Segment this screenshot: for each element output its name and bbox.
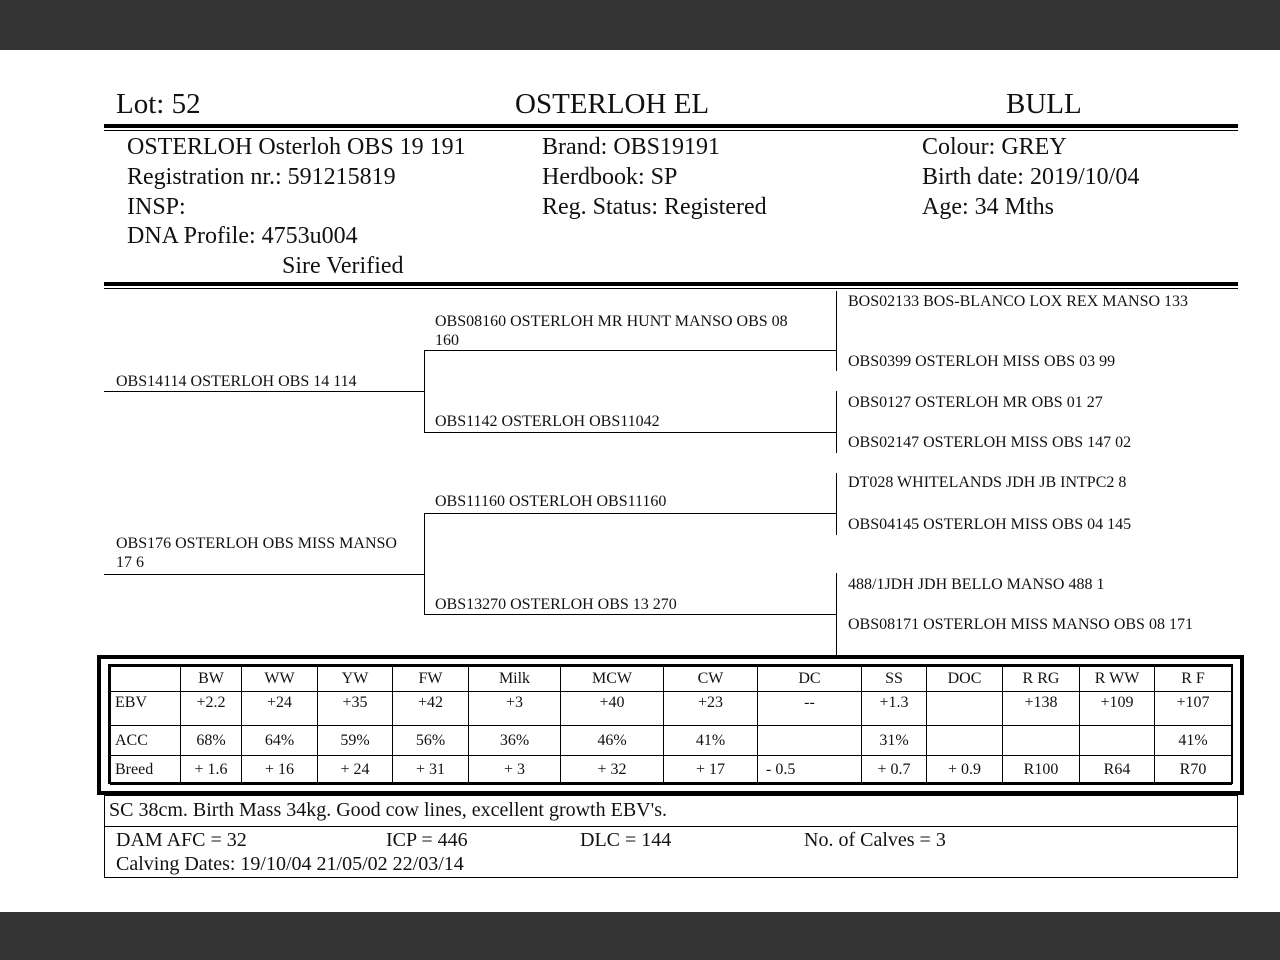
ebv-cell: 68% bbox=[181, 726, 242, 756]
ebv-cell: - 0.5 bbox=[758, 756, 862, 785]
dam-stats-box bbox=[104, 826, 1238, 878]
dna-profile: DNA Profile: 4753u004 bbox=[127, 223, 358, 249]
ebv-cell bbox=[1003, 726, 1080, 756]
ebv-cell: +23 bbox=[664, 692, 758, 726]
pedigree-line bbox=[836, 391, 837, 453]
animal-name: OSTERLOH EL bbox=[515, 88, 710, 120]
dam-dlc: DLC = 144 bbox=[580, 829, 672, 851]
ebv-cell: + 1.6 bbox=[181, 756, 242, 785]
ebv-row-label: ACC bbox=[111, 726, 181, 756]
ebv-cell: +109 bbox=[1080, 692, 1155, 726]
birth-date: Birth date: 2019/10/04 bbox=[922, 164, 1140, 190]
ebv-cell: + 3 bbox=[469, 756, 561, 785]
ebv-header-cell: MCW bbox=[561, 667, 664, 692]
pedigree-line bbox=[424, 350, 425, 432]
ebv-row-label: Breed bbox=[111, 756, 181, 785]
info-rule-thick bbox=[104, 282, 1238, 286]
herdbook: Herdbook: SP bbox=[542, 164, 678, 190]
ebv-cell: R100 bbox=[1003, 756, 1080, 785]
ebv-row-acc bbox=[111, 726, 1232, 756]
ebv-cell bbox=[927, 692, 1003, 726]
pedigree-ggp-1: BOS02133 BOS-BLANCO LOX REX MANSO 133 bbox=[848, 293, 1189, 310]
lot-number: Lot: 52 bbox=[116, 88, 201, 120]
pedigree-ggp-5: DT028 WHITELANDS JDH JB INTPC2 8 bbox=[848, 474, 1127, 491]
ebv-row-label: EBV bbox=[111, 692, 181, 726]
ebv-header-cell: R RG bbox=[1003, 667, 1080, 692]
ebv-row-breed bbox=[111, 756, 1232, 785]
ebv-cell: + 31 bbox=[393, 756, 469, 785]
ebv-cell: + 0.9 bbox=[927, 756, 1003, 785]
ebv-header-cell: SS bbox=[862, 667, 927, 692]
pedigree-dam-dam: OBS13270 OSTERLOH OBS 13 270 bbox=[435, 596, 677, 613]
ebv-cell: R64 bbox=[1080, 756, 1155, 785]
pedigree-line bbox=[424, 614, 836, 615]
title-rule-thick bbox=[104, 124, 1238, 128]
ebv-header-cell: R F bbox=[1155, 667, 1232, 692]
ebv-header-cell: BW bbox=[181, 667, 242, 692]
ebv-header-cell: DOC bbox=[927, 667, 1003, 692]
sire-verified: Sire Verified bbox=[282, 253, 404, 279]
ebv-header-cell: R WW bbox=[1080, 667, 1155, 692]
ebv-cell: -- bbox=[758, 692, 862, 726]
ebv-cell: + 0.7 bbox=[862, 756, 927, 785]
ebv-cell bbox=[758, 726, 862, 756]
pedigree-ggp-7: 488/1JDH JDH BELLO MANSO 488 1 bbox=[848, 576, 1105, 593]
ebv-cell: 41% bbox=[664, 726, 758, 756]
title-rule-thin bbox=[104, 130, 1238, 131]
pedigree-line bbox=[424, 513, 836, 514]
pedigree-ggp-2: OBS0399 OSTERLOH MISS OBS 03 99 bbox=[848, 353, 1116, 370]
ebv-header-cell: Milk bbox=[469, 667, 561, 692]
pedigree-sire-sire: OBS08160 OSTERLOH MR HUNT MANSO OBS 08 160 bbox=[435, 313, 788, 349]
ebv-cell: +1.3 bbox=[862, 692, 927, 726]
full-name: OSTERLOH Osterloh OBS 19 191 bbox=[127, 134, 466, 160]
ebv-cell: +24 bbox=[242, 692, 318, 726]
pedigree-line bbox=[836, 573, 837, 655]
ebv-cell: 41% bbox=[1155, 726, 1232, 756]
pedigree-sire-dam: OBS1142 OSTERLOH OBS11042 bbox=[435, 413, 660, 430]
ebv-cell: 46% bbox=[561, 726, 664, 756]
pedigree-line bbox=[104, 574, 425, 575]
ebv-cell bbox=[927, 726, 1003, 756]
ebv-cell: +2.2 bbox=[181, 692, 242, 726]
ebv-cell: +35 bbox=[318, 692, 393, 726]
pedigree-dam: OBS176 OSTERLOH OBS MISS MANSO 17 6 bbox=[116, 535, 397, 571]
pedigree-line bbox=[424, 513, 425, 615]
pedigree-line bbox=[424, 432, 836, 433]
info-rule-thin bbox=[104, 288, 1238, 289]
colour: Colour: GREY bbox=[922, 134, 1067, 160]
ebv-cell: +40 bbox=[561, 692, 664, 726]
pedigree-line bbox=[836, 291, 837, 371]
ebv-header-cell: YW bbox=[318, 667, 393, 692]
calving-dates: Calving Dates: 19/10/04 21/05/02 22/03/14 bbox=[116, 853, 464, 875]
brand: Brand: OBS19191 bbox=[542, 134, 721, 160]
ebv-header-cell: CW bbox=[664, 667, 758, 692]
remarks-box bbox=[104, 795, 1238, 827]
pedigree-ggp-3: OBS0127 OSTERLOH MR OBS 01 27 bbox=[848, 394, 1103, 411]
reg-status: Reg. Status: Registered bbox=[542, 194, 767, 220]
ebv-cell: + 24 bbox=[318, 756, 393, 785]
dam-calves: No. of Calves = 3 bbox=[804, 829, 946, 851]
pedigree-line bbox=[836, 473, 837, 535]
ebv-cell: 59% bbox=[318, 726, 393, 756]
insp: INSP: bbox=[127, 194, 186, 220]
animal-sex: BULL bbox=[1006, 88, 1082, 120]
bottom-dark-band bbox=[0, 912, 1280, 960]
ebv-cell: 36% bbox=[469, 726, 561, 756]
ebv-header-cell: DC bbox=[758, 667, 862, 692]
ebv-header-cell: WW bbox=[242, 667, 318, 692]
ebv-cell: + 17 bbox=[664, 756, 758, 785]
ebv-cell: 64% bbox=[242, 726, 318, 756]
ebv-cell: +138 bbox=[1003, 692, 1080, 726]
ebv-cell: 56% bbox=[393, 726, 469, 756]
ebv-cell: + 16 bbox=[242, 756, 318, 785]
ebv-header-cell: FW bbox=[393, 667, 469, 692]
ebv-cell bbox=[1080, 726, 1155, 756]
remarks-text: SC 38cm. Birth Mass 34kg. Good cow lines, excellent growth EBV's. bbox=[109, 799, 667, 821]
pedigree-ggp-6: OBS04145 OSTERLOH MISS OBS 04 145 bbox=[848, 516, 1132, 533]
pedigree-line bbox=[104, 391, 425, 392]
pedigree-sire: OBS14114 OSTERLOH OBS 14 114 bbox=[116, 373, 357, 390]
ebv-cell: +42 bbox=[393, 692, 469, 726]
registration-number: Registration nr.: 591215819 bbox=[127, 164, 396, 190]
top-dark-band bbox=[0, 0, 1280, 50]
pedigree-ggp-8: OBS08171 OSTERLOH MISS MANSO OBS 08 171 bbox=[848, 616, 1193, 633]
ebv-cell: 31% bbox=[862, 726, 927, 756]
ebv-header-cell bbox=[111, 667, 181, 692]
pedigree-ggp-4: OBS02147 OSTERLOH MISS OBS 147 02 bbox=[848, 434, 1132, 451]
ebv-cell: + 32 bbox=[561, 756, 664, 785]
ebv-cell: +107 bbox=[1155, 692, 1232, 726]
ebv-cell: +3 bbox=[469, 692, 561, 726]
dam-icp: ICP = 446 bbox=[386, 829, 468, 851]
age: Age: 34 Mths bbox=[922, 194, 1054, 220]
ebv-cell: R70 bbox=[1155, 756, 1232, 785]
pedigree-line bbox=[424, 350, 836, 351]
pedigree-dam-sire: OBS11160 OSTERLOH OBS11160 bbox=[435, 493, 667, 510]
dam-afc: DAM AFC = 32 bbox=[116, 829, 247, 851]
ebv-header-row bbox=[111, 667, 1232, 692]
ebv-table bbox=[110, 666, 1232, 785]
ebv-row-ebv bbox=[111, 692, 1232, 726]
